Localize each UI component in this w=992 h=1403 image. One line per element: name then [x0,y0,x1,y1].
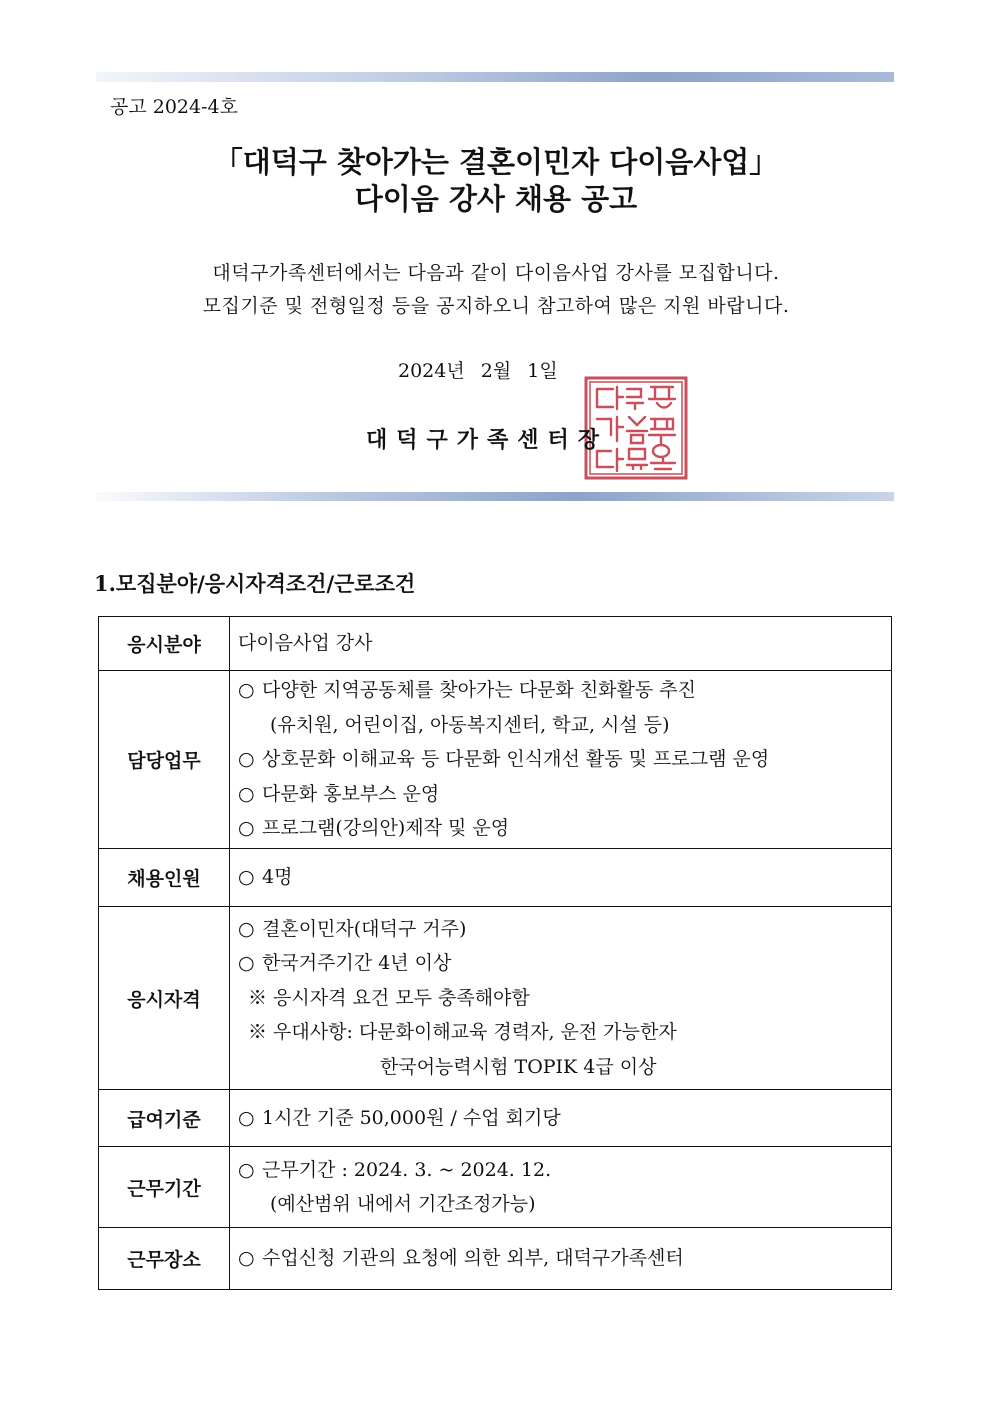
table-row [99,849,892,907]
bullet-circle-icon: ○ [238,748,255,771]
table-row [99,1147,892,1228]
table-row [99,1228,892,1290]
row-content [230,907,892,1090]
list-item: ○ 다문화 홍보부스 운영 [238,777,883,812]
row-label: 응시분야 [99,617,230,671]
row-content [230,1147,892,1228]
row-label: 채용인원 [99,849,230,907]
header-bottom-bar [96,492,894,501]
table-row [99,907,892,1090]
row-label: 담당업무 [99,671,230,849]
table-row [99,617,892,671]
list-item: 다이음사업 강사 [238,632,373,655]
list-item: ○ 근무기간 : 2024. 3. ~ 2024. 12. [238,1153,883,1188]
intro-line-1: 대덕구가족센터에서는 다음과 같이 다이음사업 강사를 모집합니다. [212,262,780,284]
bullet-circle-icon: ○ [238,817,255,840]
section-heading: 1.모집분야/응시자격조건/근로조건 [94,571,416,596]
row-content [230,1090,892,1147]
row-content [230,617,892,671]
note-item: ※ 응시자격 요건 모두 충족해야함 [248,986,530,1009]
title-line-1: 「대덕구 찾아가는 결혼이민자 다이음사업」 [213,145,779,179]
bullet-circle-icon: ○ [238,782,255,805]
bullet-circle-icon: ○ [238,866,255,889]
note-item: ※ 우대사항: 다문화이해교육 경력자, 운전 가능한자 [248,1021,677,1044]
list-item: ○ 다양한 지역공동체를 찾아가는 다문화 친화활동 추진 [238,673,883,708]
row-label: 근무장소 [99,1228,230,1290]
row-content [230,671,892,849]
bullet-circle-icon: ○ [238,1247,255,1270]
list-item: ○ 프로그램(강의안)제작 및 운영 [238,811,883,846]
bullet-circle-icon: ○ [238,1158,255,1181]
bullet-circle-icon: ○ [238,917,255,940]
title-line-2: 다이음 강사 채용 공고 [354,182,638,216]
bullet-circle-icon: ○ [238,952,255,975]
header-top-bar [96,72,894,82]
list-item: ○ 수업신청 기관의 요청에 의한 외부, 대덕구가족센터 [238,1241,883,1276]
list-item: ○ 결혼이민자(대덕구 거주) [238,912,883,947]
list-item: (유치원, 어린이집, 아동복지센터, 학교, 시설 등) [270,713,670,736]
recruitment-table [98,616,892,1290]
row-label: 근무기간 [99,1147,230,1228]
list-item: ○ 4명 [238,860,883,895]
list-item: ○ 상호문화 이해교육 등 다문화 인식개선 활동 및 프로그램 운영 [238,742,883,777]
bullet-circle-icon: ○ [238,1106,255,1129]
table-row [99,1090,892,1147]
announcement-date: 2024년 2월 1일 [398,360,558,382]
intro-line-2: 모집기준 및 전형일정 등을 공지하오니 참고하여 많은 지원 바랍니다. [202,295,790,317]
bullet-circle-icon: ○ [238,679,255,702]
row-content [230,849,892,907]
row-label: 응시자격 [99,907,230,1090]
table-row [99,671,892,849]
list-item: ○ 1시간 기준 50,000원 / 수업 회기당 [238,1101,883,1136]
row-label: 급여기준 [99,1090,230,1147]
note-item: 한국어능력시험 TOPIK 4급 이상 [380,1055,657,1078]
row-content [230,1228,892,1290]
signer-name: 대덕구가족센터장 [366,428,609,453]
notice-number: 공고 2024-4호 [110,96,238,118]
list-item: (예산범위 내에서 기간조정가능) [270,1193,536,1215]
list-item: ○ 한국거주기간 4년 이상 [238,946,883,981]
